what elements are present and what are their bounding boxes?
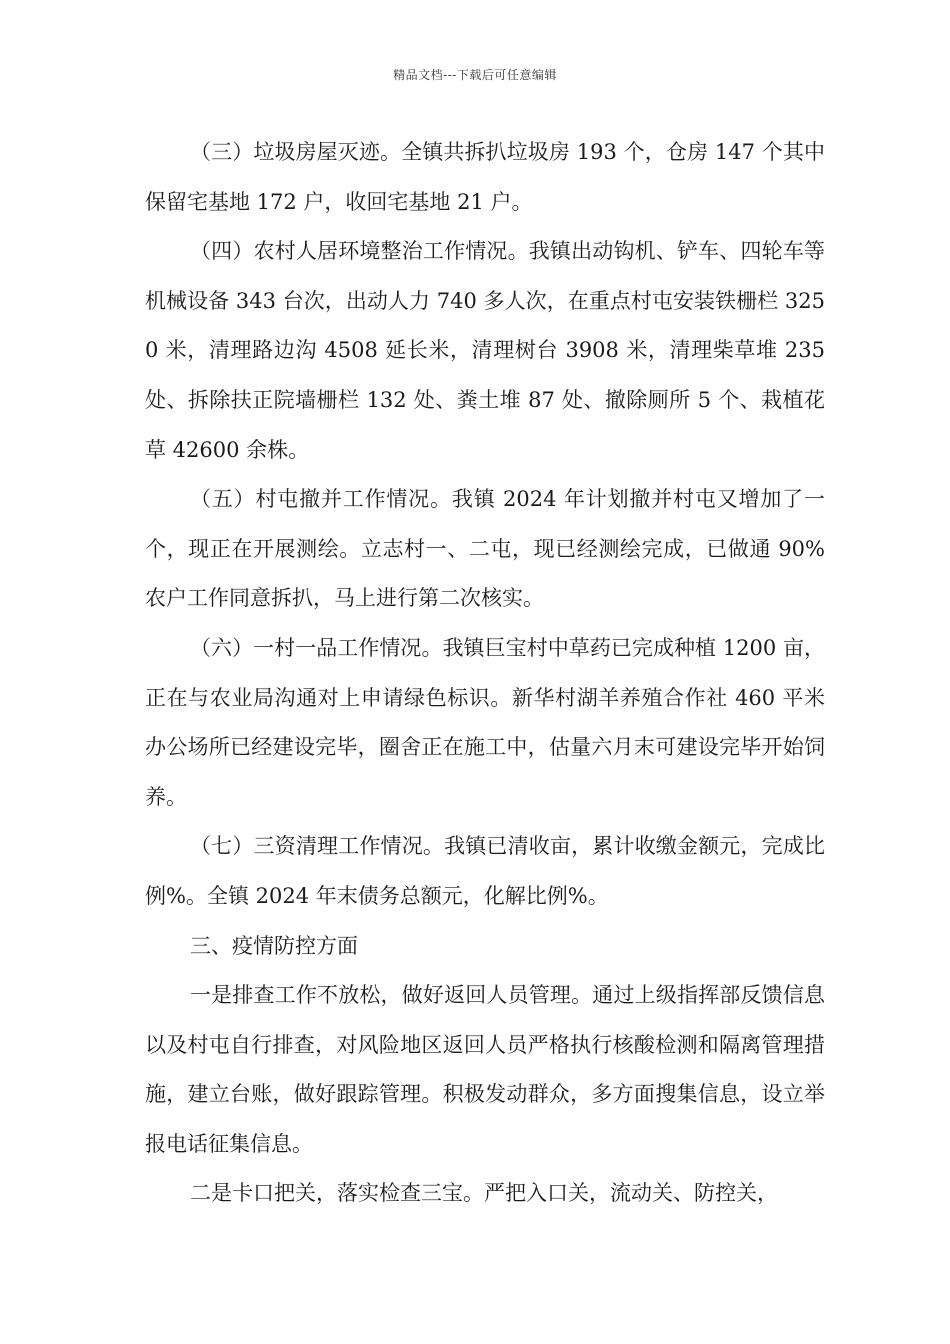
paragraph-screening: 一是排查工作不放松，做好返回人员管理。通过上级指挥部反馈信息以及村屯自行排查，对风险地区返回人员严格执行核酸检测和隔离管理措施，建立台账，做好跟踪管理。积极发动群众，多方面搜集信息，设立举报电话征集信息。 (145, 983, 825, 1156)
document-body (145, 128, 825, 1219)
paragraph-environment: （四）农村人居环境整治工作情况。我镇出动钩机、铲车、四轮车等机械设备 343 台次，出动人力 740 多人次，在重点村屯安装铁栅栏 3250 米，清理路边沟 4508 延长米，清理树台 3908 米，清理柴草堆 235 处、拆除扶正院墙栅栏 132 处、粪土堆 87 处、撤除厕所 5 个、栽植花草 42600 余株。 (145, 239, 825, 462)
paragraph-checkpoints: 二是卡口把关，落实检查三宝。严把入口关，流动关、防控关， (190, 1181, 778, 1206)
paragraph-one-village-one-product: （六）一村一品工作情况。我镇巨宝村中草药已完成种植 1200 亩，正在与农业局沟通对上申请绿色标识。新华村湖羊养殖合作社 460 平米办公场所已经建设完毕，圈舍正在施工中，估量六月末可建设完毕开始饲养。 (145, 635, 825, 809)
paragraph-three-assets: （七）三资清理工作情况。我镇已清收亩，累计收缴金额元，完成比例%。全镇 2024 年末债务总额元，化解比例%。 (145, 834, 825, 908)
paragraph-village-merge: （五）村屯撤并工作情况。我镇 2024 年计划撤并村屯又增加了一个，现正在开展测绘。立志村一、二屯，现已经测绘完成，已做通 90%农户工作同意拆扒，马上进行第二次核实。 (145, 487, 825, 611)
paragraph-demolition: （三）垃圾房屋灭迹。全镇共拆扒垃圾房 193 个，仓房 147 个其中保留宅基地 172 户，收回宅基地 21 户。 (145, 140, 825, 214)
header-note: 精品文档---下载后可任意编辑 (393, 68, 557, 82)
section-heading-epidemic: 三、疫情防控方面 (190, 933, 358, 958)
